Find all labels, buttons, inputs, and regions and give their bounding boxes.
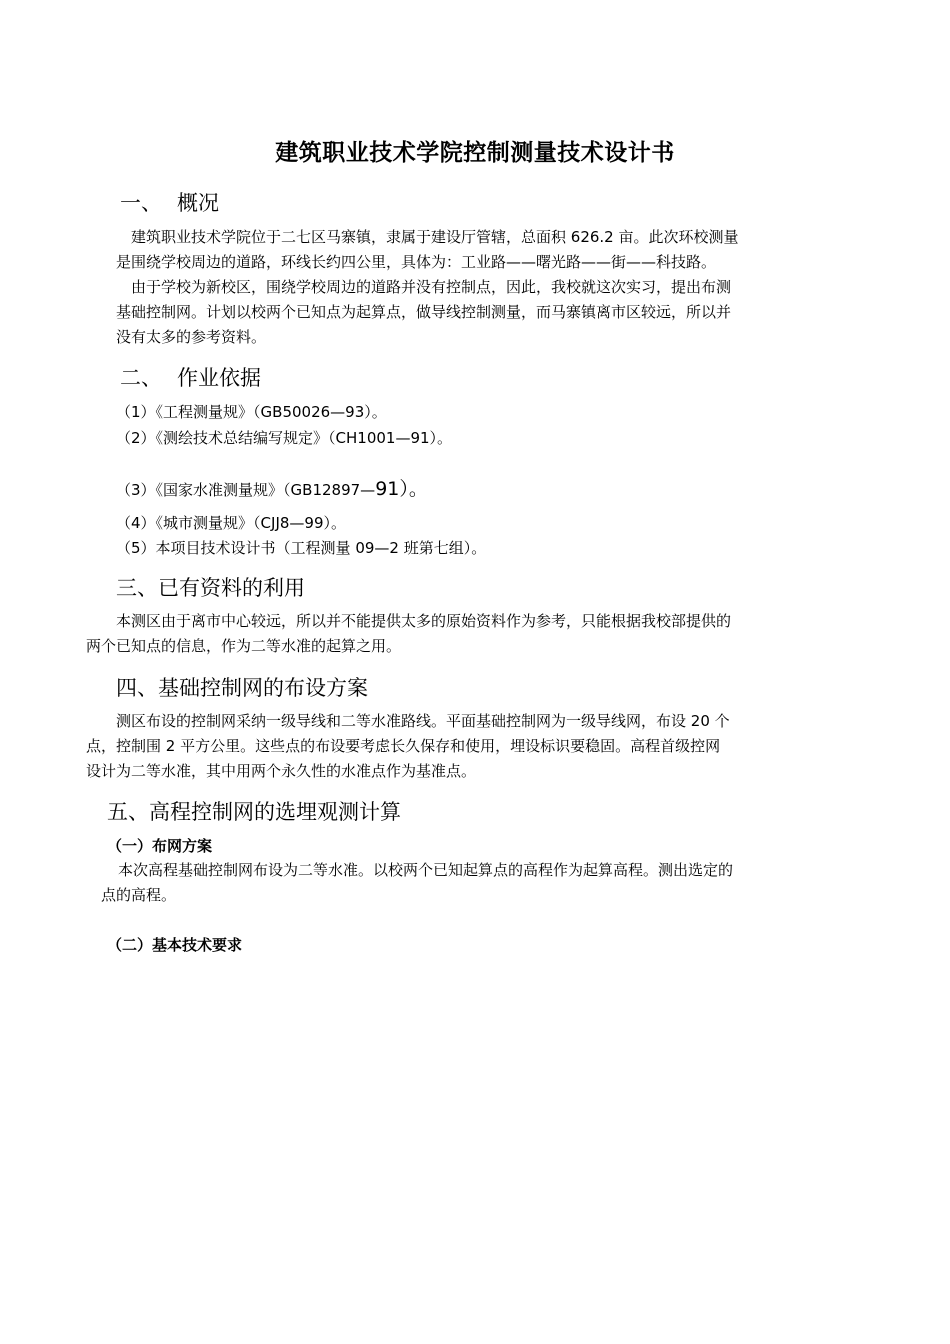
section-1-line-4: 基础控制网。计划以校两个已知点为起算点，做导线控制测量，而马寨镇离市区较远，所以并 xyxy=(116,303,732,321)
section-2-number: 二、 xyxy=(120,366,162,390)
subsection-1-line-1: 本次高程基础控制网布设为二等水准。以校两个已知起算点的高程作为起算高程。测出选定的 xyxy=(118,861,734,879)
reference-item-3-suffix: 91）。 xyxy=(375,478,428,500)
section-1-heading: 概况 xyxy=(177,191,219,215)
section-1-line-5: 没有太多的参考资料。 xyxy=(116,328,267,346)
subsection-1-line-2: 点的高程。 xyxy=(101,886,177,904)
reference-item-3-prefix: （3）《国家水准测量规》（GB12897— xyxy=(116,481,376,499)
subsection-1-heading: （一）布网方案 xyxy=(107,837,213,855)
section-2-heading: 作业依据 xyxy=(177,366,261,390)
section-3-line-1: 本测区由于离市中心较远，所以并不能提供太多的原始资料作为参考，只能根据我校部提供的 xyxy=(116,612,732,630)
section-3-heading: 三、已有资料的利用 xyxy=(116,576,305,600)
reference-item-2: （2）《测绘技术总结编写规定》（CH1001—91）。 xyxy=(116,429,453,447)
section-1-line-1: 建筑职业技术学院位于二七区马寨镇，隶属于建设厅管辖，总面积 626.2 亩。此次环校测量 xyxy=(131,228,739,246)
reference-item-4: （4）《城市测量规》（CJJ8—99）。 xyxy=(116,514,346,532)
document-title: 建筑职业技术学院控制测量技术设计书 xyxy=(275,140,675,166)
subsection-2-heading: （二）基本技术要求 xyxy=(107,936,243,954)
reference-item-1: （1）《工程测量规》（GB50026—93）。 xyxy=(116,403,387,421)
reference-item-5: （5）本项目技术设计书（工程测量 09—2 班第七组）。 xyxy=(116,539,487,557)
section-1-line-3: 由于学校为新校区，围绕学校周边的道路并没有控制点，因此，我校就这次实习，提出布测 xyxy=(131,278,732,296)
reference-item-3 xyxy=(116,474,428,501)
section-4-heading: 四、基础控制网的布设方案 xyxy=(116,676,368,700)
section-1-number: 一、 xyxy=(120,191,162,215)
section-1-line-2: 是围绕学校周边的道路，环线长约四公里，具体为：工业路——曙光路——街——科技路。 xyxy=(116,253,717,271)
section-4-line-2: 点，控制围 2 平方公里。这些点的布设要考虑长久保存和使用，埋设标识要稳固。高程首级控网 xyxy=(86,737,721,755)
section-3-line-2: 两个已知点的信息，作为二等水准的起算之用。 xyxy=(86,637,402,655)
section-5-heading: 五、高程控制网的选埋观测计算 xyxy=(107,800,401,824)
section-4-line-1: 测区布设的控制网采纳一级导线和二等水准路线。平面基础控制网为一级导线网，布设 20 个 xyxy=(116,712,730,730)
section-4-line-3: 设计为二等水准，其中用两个永久性的水准点作为基准点。 xyxy=(86,762,477,780)
